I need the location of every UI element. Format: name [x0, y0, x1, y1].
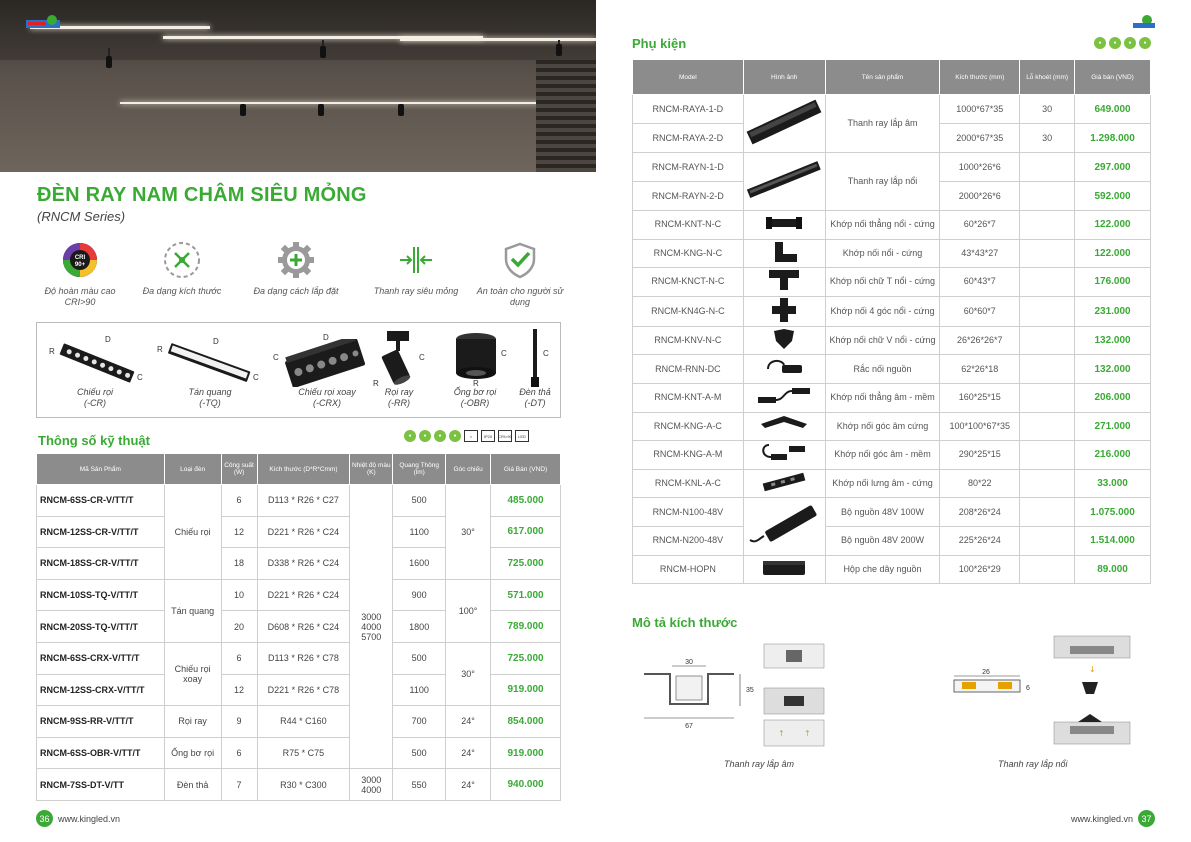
model-cell: RNCM-HOPN: [633, 555, 744, 584]
hole-cell: [1020, 441, 1075, 470]
column-header: Lỗ khoét (mm): [1020, 60, 1075, 95]
led-badge: LED: [515, 430, 529, 442]
price-cell: 725.000: [491, 548, 561, 580]
dim-width-top: 30: [685, 659, 693, 666]
dimension-title: Mô tả kích thước: [632, 615, 738, 630]
series-subtitle: (RNCM Series): [37, 209, 126, 224]
column-header: Giá Bán (VND): [491, 454, 561, 485]
flex-connector-image: [743, 383, 825, 412]
price-cell: 854.000: [491, 706, 561, 738]
table-row: [633, 412, 1151, 441]
angle-cell: 24°: [446, 737, 491, 769]
watt-cell: 6: [221, 642, 257, 674]
spotlight-bar-image: [55, 341, 139, 385]
table-row: [633, 95, 1151, 124]
size-cell: 2000*26*6: [940, 182, 1020, 211]
model-cell: RNCM-KNT-A-M: [633, 383, 744, 412]
cert-badges: [404, 430, 529, 442]
size-cell: 62*26*18: [940, 355, 1020, 384]
table-header-row: [37, 454, 561, 485]
type-label: Tán quang: [188, 387, 232, 397]
hole-cell: [1020, 526, 1075, 555]
slim-rail-icon: [396, 240, 436, 280]
table-row: [633, 383, 1151, 412]
brand-logo: [1133, 14, 1155, 30]
type-item: C R Rọi ray (-RR): [373, 327, 425, 409]
page-number: 36: [36, 810, 53, 827]
hole-cell: [1020, 498, 1075, 527]
feature-item: [470, 240, 570, 308]
column-header: Quang Thông (lm): [393, 454, 446, 485]
price-cell: 919.000: [491, 737, 561, 769]
price-cell: 33.000: [1075, 469, 1151, 498]
name-cell: Khớp nối chữ V nổi - cứng: [825, 326, 940, 355]
feature-item: [366, 240, 466, 297]
table-row: [633, 296, 1151, 326]
size-cell: R30 * C300: [257, 769, 350, 801]
dim-height: 35: [746, 687, 754, 694]
model-cell: RNCM-N100-48V: [633, 498, 744, 527]
type-cell: Rọi ray: [164, 706, 221, 738]
gear-plus-icon: [276, 240, 316, 280]
type-code: (-TQ): [199, 398, 221, 408]
watt-cell: 7: [221, 769, 257, 801]
corner-connector-image: [743, 239, 825, 268]
price-cell: 176.000: [1075, 268, 1151, 297]
size-cell: D113 * R26 * C78: [257, 642, 350, 674]
size-cell: D221 * R26 * C24: [257, 579, 350, 611]
table-row: [633, 526, 1151, 555]
footer-url[interactable]: www.kingled.vn: [58, 813, 121, 824]
watt-cell: 18: [221, 548, 257, 580]
recessed-corner-image: [743, 412, 825, 441]
model-cell: RNCM-KNV-N-C: [633, 326, 744, 355]
brand-logo: [26, 14, 60, 30]
lumen-cell: 500: [393, 642, 446, 674]
type-cell: Đèn thả: [164, 769, 221, 801]
name-cell: Khớp nối lưng âm - cứng: [825, 469, 940, 498]
size-cell: 26*26*26*7: [940, 326, 1020, 355]
lumen-cell: 900: [393, 579, 446, 611]
size-cell: 60*26*7: [940, 211, 1020, 240]
diffuser-bar-image: [163, 343, 255, 383]
feature-label: An toàn cho người sử dụng: [476, 286, 564, 307]
name-cell: Khớp nối nổi - cứng: [825, 239, 940, 268]
model-cell: RNCM-KNL-A-C: [633, 469, 744, 498]
footer-left: [36, 810, 120, 827]
price-cell: 271.000: [1075, 412, 1151, 441]
model-cell: RNCM-12SS-CR-V/TT/T: [37, 516, 165, 548]
feature-item: [246, 240, 346, 297]
column-header: Loại đèn: [164, 454, 221, 485]
price-cell: 649.000: [1075, 95, 1151, 124]
lumen-cell: 500: [393, 485, 446, 517]
hole-cell: [1020, 355, 1075, 384]
table-row: [633, 498, 1151, 527]
angle-cell: 30°: [446, 642, 491, 705]
shield-check-icon: [500, 240, 540, 280]
svg-text:↑: ↑: [778, 729, 785, 738]
size-cell: 43*43*27: [940, 239, 1020, 268]
name-cell: Thanh ray lắp âm: [825, 95, 940, 153]
surface-rail-image: [743, 153, 825, 211]
feature-item: [30, 240, 130, 308]
name-cell: Khớp nối 4 góc nổi - cứng: [825, 296, 940, 326]
size-cell: D221 * R26 * C24: [257, 516, 350, 548]
pendant-image: [531, 329, 539, 389]
recessed-rail-diagram: [636, 636, 841, 756]
model-cell: RNCM-KNCT-N-C: [633, 268, 744, 297]
model-cell: RNCM-7SS-DT-V/TT: [37, 769, 165, 801]
type-item: D C Chiếu rọi xoay (-CRX): [277, 327, 377, 409]
surface-rail-diagram: [946, 632, 1136, 752]
type-cell: Ống bơ rọi: [164, 737, 221, 769]
angle-cell: 24°: [446, 706, 491, 738]
price-cell: 789.000: [491, 611, 561, 643]
eco-badge-icon: ●: [449, 430, 461, 442]
surface-rail-caption: Thanh ray lắp nổi: [998, 759, 1068, 769]
accessories-table: [632, 59, 1151, 584]
feature-label: Thanh ray siêu mỏng: [373, 286, 459, 296]
size-cell: 160*25*15: [940, 383, 1020, 412]
lumen-cell: 1800: [393, 611, 446, 643]
name-cell: Khớp nối góc âm cứng: [825, 412, 940, 441]
watt-cell: 12: [221, 674, 257, 706]
lumen-cell: 1100: [393, 674, 446, 706]
watt-cell: 9: [221, 706, 257, 738]
price-cell: 1.514.000: [1075, 526, 1151, 555]
feature-label: Độ hoàn màu cao CRI>90: [44, 286, 116, 307]
watt-cell: 20: [221, 611, 257, 643]
price-cell: 1.075.000: [1075, 498, 1151, 527]
size-cell: 290*25*15: [940, 441, 1020, 470]
price-cell: 132.000: [1075, 326, 1151, 355]
size-cell: D338 * R26 * C24: [257, 548, 350, 580]
hole-cell: [1020, 412, 1075, 441]
eco-badge-icon: ●: [1124, 37, 1136, 49]
model-cell: RNCM-N200-48V: [633, 526, 744, 555]
type-item: C R Ống bơ rọi (-OBR): [445, 327, 505, 409]
type-code: (-CR): [84, 398, 106, 408]
resize-icon: [162, 240, 202, 280]
model-cell: RNCM-9SS-RR-V/TT/T: [37, 706, 165, 738]
model-cell: RNCM-KNG-A-M: [633, 441, 744, 470]
column-header: Công suất (W): [221, 454, 257, 485]
angle-cell: 100°: [446, 579, 491, 642]
price-cell: 592.000: [1075, 182, 1151, 211]
size-cell: 80*22: [940, 469, 1020, 498]
watt-cell: 10: [221, 579, 257, 611]
price-cell: 617.000: [491, 516, 561, 548]
column-header: Tên sản phẩm: [825, 60, 940, 95]
name-cell: Bộ nguồn 48V 200W: [825, 526, 940, 555]
cri-icon: [60, 240, 100, 280]
watt-cell: 6: [221, 485, 257, 517]
eco-badge-icon: ●: [1094, 37, 1106, 49]
page-number: 37: [1138, 810, 1155, 827]
table-row: [633, 211, 1151, 240]
feature-list: [30, 240, 564, 315]
column-header: Kích thước (D*R*Cmm): [257, 454, 350, 485]
table-row: [633, 469, 1151, 498]
hole-cell: 30: [1020, 124, 1075, 153]
cover-box-image: [743, 555, 825, 584]
svg-text:↑: ↑: [804, 729, 811, 738]
model-cell: RNCM-RAYA-1-D: [633, 95, 744, 124]
back-connector-image: [743, 469, 825, 498]
table-row: [633, 153, 1151, 182]
hole-cell: [1020, 153, 1075, 182]
size-cell: D221 * R26 * C78: [257, 674, 350, 706]
type-cell: Tán quang: [164, 579, 221, 642]
type-code: (-CRX): [313, 398, 341, 408]
table-row: [37, 485, 561, 517]
table-row: [633, 441, 1151, 470]
accessories-title: Phụ kiện: [632, 36, 687, 51]
track-spot-image: [377, 329, 419, 387]
name-cell: Khớp nối thẳng nổi - cứng: [825, 211, 940, 240]
table-header-row: [633, 60, 1151, 95]
hole-cell: [1020, 555, 1075, 584]
type-label: Chiếu rọi xoay: [298, 387, 356, 397]
type-label: Chiếu rọi: [76, 387, 114, 397]
hole-cell: [1020, 326, 1075, 355]
footer-right: [1071, 810, 1155, 827]
model-cell: RNCM-18SS-CR-V/TT/T: [37, 548, 165, 580]
size-cell: R75 * C75: [257, 737, 350, 769]
watt-cell: 12: [221, 516, 257, 548]
model-cell: RNCM-KN4G-N-C: [633, 296, 744, 326]
angle-cell: 30°: [446, 485, 491, 580]
hero-photo: [0, 0, 596, 172]
price-cell: 122.000: [1075, 239, 1151, 268]
recessed-rail-image: [743, 95, 825, 153]
table-row: [633, 355, 1151, 384]
table-row: [37, 737, 561, 769]
size-cell: R44 * C160: [257, 706, 350, 738]
temp-cell: 3000 4000 5700: [350, 485, 393, 769]
straight-connector-image: [743, 211, 825, 240]
svg-text:↓: ↓: [1089, 665, 1096, 674]
price-cell: 725.000: [491, 642, 561, 674]
price-cell: 206.000: [1075, 383, 1151, 412]
size-cell: 100*100*67*35: [940, 412, 1020, 441]
type-label: Ống bơ rọi: [453, 387, 497, 397]
table-row: [37, 642, 561, 674]
size-cell: 60*60*7: [940, 296, 1020, 326]
price-cell: 132.000: [1075, 355, 1151, 384]
eco-badge-icon: ●: [1139, 37, 1151, 49]
column-header: Mã Sản Phẩm: [37, 454, 165, 485]
lumen-cell: 1600: [393, 548, 446, 580]
type-label: Đèn thả: [519, 387, 551, 397]
table-row: [633, 555, 1151, 584]
name-cell: Bộ nguồn 48V 100W: [825, 498, 940, 527]
hole-cell: [1020, 268, 1075, 297]
eco-badge-icon: ●: [404, 430, 416, 442]
table-row: [633, 239, 1151, 268]
column-header: Giá bán (VND): [1075, 60, 1151, 95]
eco-badge-icon: ●: [1109, 37, 1121, 49]
size-cell: D113 * R26 * C27: [257, 485, 350, 517]
model-cell: RNCM-KNG-A-C: [633, 412, 744, 441]
svg-text:CRI: CRI: [74, 255, 86, 261]
hole-cell: [1020, 383, 1075, 412]
power-plug-image: [743, 355, 825, 384]
model-cell: RNCM-KNG-N-C: [633, 239, 744, 268]
price-cell: 571.000: [491, 579, 561, 611]
eco-badge-icon: ●: [419, 430, 431, 442]
watt-cell: 6: [221, 737, 257, 769]
table-row: [633, 326, 1151, 355]
name-cell: Khớp nối chữ T nổi - cứng: [825, 268, 940, 297]
table-row: [633, 268, 1151, 297]
lumen-cell: 700: [393, 706, 446, 738]
type-item: D R C Tán quang (-TQ): [155, 327, 265, 409]
hole-cell: 30: [1020, 95, 1075, 124]
feature-label: Đa dạng kích thước: [142, 286, 222, 296]
page-title: ĐÈN RAY NAM CHÂM SIÊU MỎNG: [37, 184, 367, 206]
name-cell: Hộp che dây nguồn: [825, 555, 940, 584]
recessed-rail-caption: Thanh ray lắp âm: [724, 759, 795, 769]
hole-cell: [1020, 211, 1075, 240]
eco-badges: [1094, 37, 1151, 49]
size-cell: 100*26*29: [940, 555, 1020, 584]
table-row: [37, 769, 561, 801]
name-cell: Thanh ray lắp nổi: [825, 153, 940, 211]
size-cell: 60*43*7: [940, 268, 1020, 297]
type-code: (-RR): [388, 398, 410, 408]
price-cell: 940.000: [491, 769, 561, 801]
feature-item: [132, 240, 232, 297]
lumen-cell: 550: [393, 769, 446, 801]
type-code: (-OBR): [460, 398, 490, 408]
price-cell: 89.000: [1075, 555, 1151, 584]
model-cell: RNCM-12SS-CRX-V/TT/T: [37, 674, 165, 706]
size-cell: 1000*26*6: [940, 153, 1020, 182]
model-cell: RNCM-KNT-N-C: [633, 211, 744, 240]
dim-height: 6: [1026, 685, 1030, 692]
flex-corner-image: [743, 441, 825, 470]
cross-connector-image: [743, 296, 825, 326]
column-header: Hình ảnh: [743, 60, 825, 95]
price-cell: 122.000: [1075, 211, 1151, 240]
svg-text:90+: 90+: [74, 262, 86, 268]
type-cell: Chiếu rọi xoay: [164, 642, 221, 705]
column-header: Nhiệt độ màu (K): [350, 454, 393, 485]
angle-cell: 24°: [446, 769, 491, 801]
can-spot-image: [453, 331, 499, 381]
cri-badge: CRI>90: [498, 430, 512, 442]
swivel-spot-image: [283, 339, 369, 387]
price-cell: 216.000: [1075, 441, 1151, 470]
column-header: Kích thước (mm): [940, 60, 1020, 95]
hole-cell: [1020, 182, 1075, 211]
model-cell: RNCM-RAYA-2-D: [633, 124, 744, 153]
type-label: Rọi ray: [384, 387, 414, 397]
hole-cell: [1020, 296, 1075, 326]
model-cell: RNCM-6SS-CR-V/TT/T: [37, 485, 165, 517]
power-supply-image: [743, 498, 825, 555]
dim-width: 26: [982, 669, 990, 676]
model-cell: RNCM-6SS-OBR-V/TT/T: [37, 737, 165, 769]
model-cell: RNCM-RNN-DC: [633, 355, 744, 384]
price-cell: 485.000: [491, 485, 561, 517]
price-cell: 919.000: [491, 674, 561, 706]
temp-cell: 3000 4000: [350, 769, 393, 801]
type-cell: Chiếu rọi: [164, 485, 221, 580]
hole-cell: [1020, 469, 1075, 498]
name-cell: Khớp nối thẳng âm - mềm: [825, 383, 940, 412]
product-types-panel: [36, 322, 561, 418]
model-cell: RNCM-6SS-CRX-V/TT/T: [37, 642, 165, 674]
type-code: (-DT): [524, 398, 546, 408]
size-cell: 1000*67*35: [940, 95, 1020, 124]
t-connector-image: [743, 268, 825, 297]
spec-title: Thông số kỹ thuật: [38, 433, 150, 448]
v-connector-image: [743, 326, 825, 355]
size-cell: 2000*67*35: [940, 124, 1020, 153]
model-cell: RNCM-RAYN-1-D: [633, 153, 744, 182]
type-item: D R C Chiếu rọi (-CR): [45, 327, 145, 409]
lumen-cell: 1100: [393, 516, 446, 548]
right-page: [596, 0, 1191, 842]
ip-badge: IP20: [481, 430, 495, 442]
column-header: Model: [633, 60, 744, 95]
spec-table: [36, 453, 561, 801]
table-row: [37, 579, 561, 611]
eco-badge-icon: ●: [434, 430, 446, 442]
price-cell: 1.298.000: [1075, 124, 1151, 153]
size-cell: 225*26*24: [940, 526, 1020, 555]
table-row: [37, 706, 561, 738]
price-cell: 297.000: [1075, 153, 1151, 182]
indoor-icon: ⌂: [464, 430, 478, 442]
lumen-cell: 500: [393, 737, 446, 769]
name-cell: Khớp nối góc âm - mềm: [825, 441, 940, 470]
size-cell: D608 * R26 * C24: [257, 611, 350, 643]
footer-url[interactable]: www.kingled.vn: [1070, 813, 1133, 824]
model-cell: RNCM-20SS-TQ-V/TT/T: [37, 611, 165, 643]
feature-label: Đa dạng cách lắp đặt: [253, 286, 339, 296]
model-cell: RNCM-10SS-TQ-V/TT/T: [37, 579, 165, 611]
model-cell: RNCM-RAYN-2-D: [633, 182, 744, 211]
type-item: C Đèn thả (-DT): [513, 327, 557, 409]
hole-cell: [1020, 239, 1075, 268]
name-cell: Rắc nối nguồn: [825, 355, 940, 384]
dim-width-bottom: 67: [685, 723, 693, 730]
size-cell: 208*26*24: [940, 498, 1020, 527]
price-cell: 231.000: [1075, 296, 1151, 326]
column-header: Góc chiếu: [446, 454, 491, 485]
